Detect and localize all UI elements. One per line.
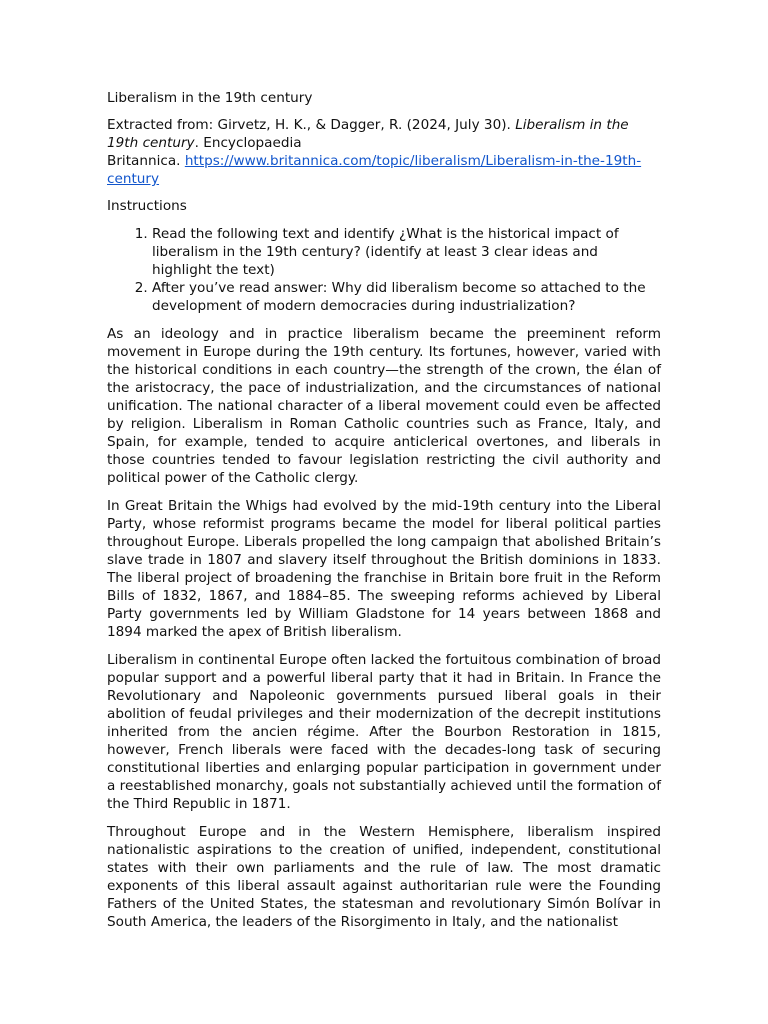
document-title: Liberalism in the 19th century <box>107 90 313 106</box>
citation <box>107 116 661 188</box>
citation-link[interactable]: https://www.britannica.com/topic/liberalism/Liberalism-in-the-19th-century <box>107 153 642 187</box>
citation-suffix-2: Britannica. <box>107 153 185 169</box>
document-page <box>107 89 661 941</box>
citation-prefix: Extracted from: Girvetz, H. K., & Dagger, R. (2024, July 30). <box>107 117 516 133</box>
citation-suffix-1: . Encyclopaedia <box>194 135 302 151</box>
instructions-list <box>107 225 661 315</box>
instruction-item: 1. Read the following text and identify ¿What is the historical impact of liberalism in the 19th century? (identify at least 3 clear ideas and highlight the text) <box>152 225 661 279</box>
body-paragraph: Liberalism in continental Europe often lacked the fortuitous combination of broad popular support and a powerful liberal party that it had in Britain. In France the Revolutionary and Napoleonic governments pursued liberal goals in their abolition of feudal privileges and their modernization of the decrepit institutions inherited from the ancien régime. After the Bourbon Restoration in 1815, however, French liberals were faced with the decades-long task of securing constitutional liberties and enlarging popular participation in government under a reestablished monarchy, goals not substantially achieved until the formation of the Third Republic in 1871. <box>107 652 662 812</box>
body-paragraph: In Great Britain the Whigs had evolved by the mid-19th century into the Liberal Party, whose reformist programs became the model for liberal political parties throughout Europe. Liberals propelled the long campaign that abolished Britain’s slave trade in 1807 and slavery itself throughout the British dominions in 1833. The liberal project of broadening the franchise in Britain bore fruit in the Reform Bills of 1832, 1867, and 1884–85. The sweeping reforms achieved by Liberal Party governments led by William Gladstone for 14 years between 1868 and 1894 marked the apex of British liberalism. <box>107 498 661 640</box>
body-paragraph: Throughout Europe and in the Western Hemisphere, liberalism inspired nationalistic aspirations to the creation of unified, independent, constitutional states with their own parliaments and the rule of law. The most dramatic exponents of this liberal assault against authoritarian rule were the Founding Fathers of the United States, the statesman and revolutionary Simón Bolívar in South America, the leaders of the Risorgimento in Italy, and the nationalist <box>107 824 661 930</box>
citation-title: Liberalism in the 19th century <box>107 117 629 151</box>
instruction-item: 2. After you’ve read answer: Why did liberalism become so attached to the development of modern democracies during industrialization? <box>152 279 661 315</box>
body-paragraph: As an ideology and in practice liberalism became the preeminent reform movement in Europe during the 19th century. Its fortunes, however, varied with the historical conditions in each country—the strength of the crown, the élan of the aristocracy, the pace of industrialization, and the circumstances of national unification. The national character of a liberal movement could even be affected by religion. Liberalism in Roman Catholic countries such as France, Italy, and Spain, for example, tended to acquire anticlerical overtones, and liberals in those countries tended to favour legislation restricting the civil authority and political power of the Catholic clergy. <box>107 326 661 486</box>
instructions-heading: Instructions <box>107 198 187 214</box>
